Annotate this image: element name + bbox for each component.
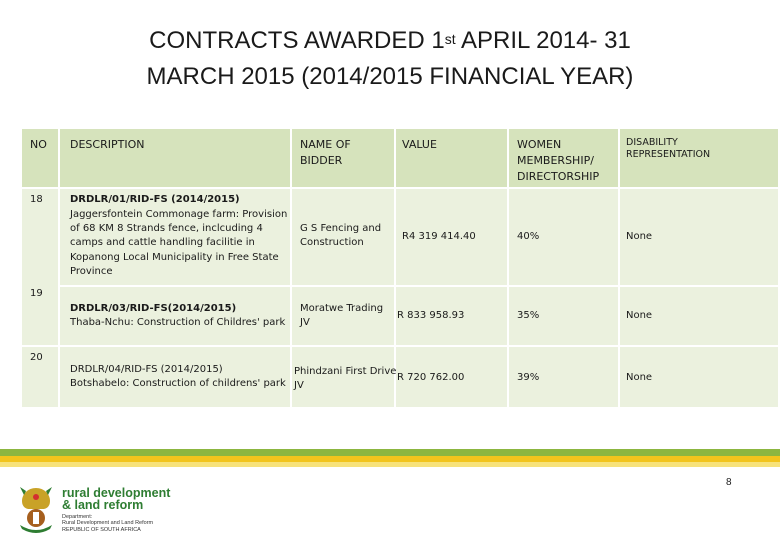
coat-of-arms-icon bbox=[16, 485, 56, 538]
row-19-disability: None bbox=[626, 310, 653, 321]
row-20-bidder: Phindzani First Drive JV bbox=[294, 366, 397, 392]
header-no: NO bbox=[30, 138, 47, 151]
row-18-value: R4 319 414.40 bbox=[402, 231, 476, 242]
footer-stripe-green bbox=[0, 449, 780, 456]
row-18-disability: None bbox=[626, 231, 653, 242]
row-19-description: Thaba-Nchu: Construction of Childres' park bbox=[70, 317, 286, 328]
row-divider bbox=[60, 285, 778, 287]
header-disability: DISABILITY REPRESENTATION bbox=[626, 137, 711, 160]
row-20-no: 20 bbox=[30, 352, 43, 363]
row-19-ref: DRDLR/03/RID-FS(2014/2015) bbox=[70, 303, 237, 314]
row-20-ref: DRDLR/04/RID-FS (2014/2015) bbox=[70, 364, 223, 375]
column-divider bbox=[618, 129, 620, 407]
row-18-no: 18 bbox=[30, 194, 43, 205]
page-number: 8 bbox=[726, 477, 732, 488]
footer-stripe-light bbox=[0, 462, 780, 467]
row-19-women: 35% bbox=[517, 310, 540, 321]
brand-name: rural development & land reform bbox=[62, 486, 171, 512]
page-title: CONTRACTS AWARDED 1st APRIL 2014- 31 MARCH 2015 (2014/2015 FINANCIAL YEAR) bbox=[146, 27, 634, 90]
header-description: DESCRIPTION bbox=[70, 138, 145, 151]
row-20-description: Botshabelo: Construction of childrens' park bbox=[70, 378, 286, 389]
column-divider bbox=[58, 129, 60, 407]
row-18-description: Jaggersfontein Commonage farm: Provision of 68 KM 8 Strands fence, inclcuding 4 camps and cattle handling facilitie in Kopanong Local Municipality in Free State Province bbox=[70, 209, 288, 277]
contracts-table bbox=[22, 129, 778, 407]
header-bidder: NAME OF BIDDER bbox=[300, 138, 351, 167]
row-divider bbox=[22, 345, 778, 347]
column-divider bbox=[507, 129, 509, 407]
header-women-membership: WOMEN MEMBERSHIP/ DIRECTORSHIP bbox=[517, 138, 600, 183]
row-19-value: R 833 958.93 bbox=[397, 310, 465, 321]
department-name: Department: Rural Development and Land Reform REPUBLIC OF SOUTH AFRICA bbox=[62, 514, 154, 533]
header-value: VALUE bbox=[402, 138, 437, 151]
row-20-value: R 720 762.00 bbox=[397, 372, 465, 383]
row-18-ref: DRDLR/01/RID-FS (2014/2015) bbox=[70, 194, 240, 205]
row-18-women: 40% bbox=[517, 231, 540, 242]
row-20-women: 39% bbox=[517, 372, 540, 383]
row-20-disability: None bbox=[626, 372, 653, 383]
row-18-bidder: G S Fencing and Construction bbox=[300, 223, 382, 249]
row-19-bidder: Moratwe Trading JV bbox=[300, 303, 384, 329]
row-19-no: 19 bbox=[30, 288, 43, 299]
